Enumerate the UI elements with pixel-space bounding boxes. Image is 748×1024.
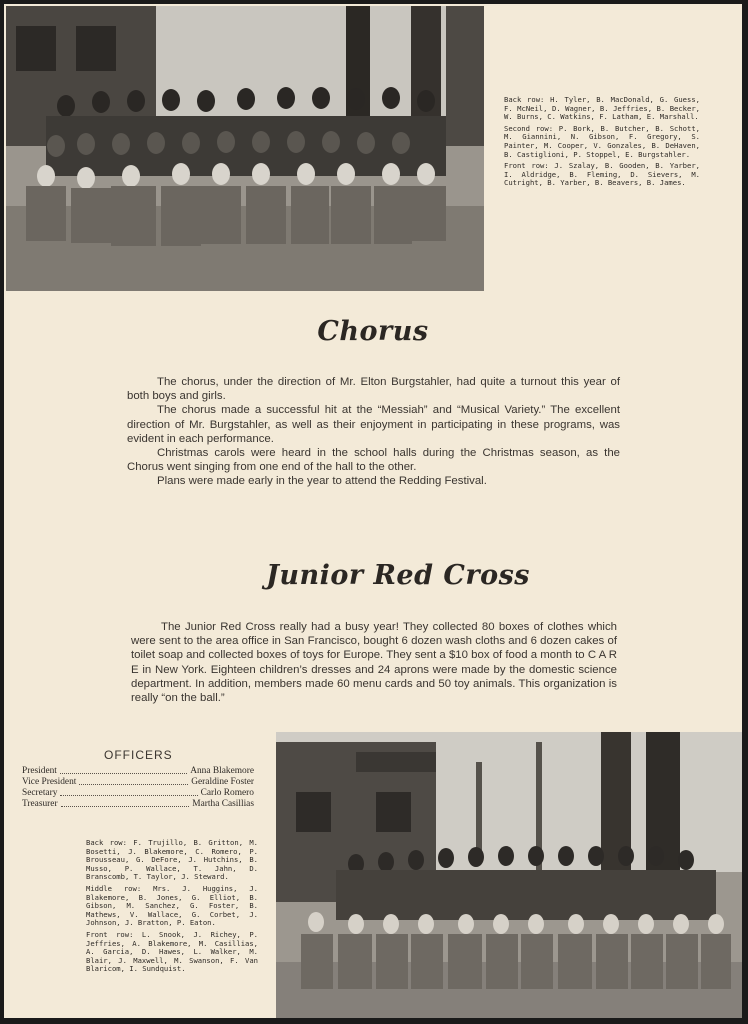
officer-name: Martha Casillias — [192, 799, 254, 809]
officer-role: President — [22, 766, 57, 776]
chorus-heading: Chorus — [317, 316, 429, 347]
yearbook-page — [4, 4, 742, 1018]
officer-role: Treasurer — [22, 799, 58, 809]
chorus-paragraph: Plans were made early in the year to attend the Redding Festival. — [157, 475, 487, 488]
jrc-paragraph: The Junior Red Cross really had a busy year! They collected 80 boxes of clothes which were sent to the area office in San Francisco, bought 6 dozen wash cloths and 6 dozen cakes of toilet soap and collected boxes of toys for Europe. They sent a $10 box of food a month to C A R E in New York. Eighteen children’s dresses and 24 aprons were made by the domestic science department. In addition, members made 60 menu cards and 50 toy animals. This organization is really “on the ball.” — [131, 621, 617, 705]
chorus-article — [127, 375, 620, 489]
chorus-photo-graphic — [6, 6, 484, 291]
chorus-paragraph: Christmas carols were heard in the school halls during the Christmas season, as the Chorus went singing from one end of the hall to the other. — [127, 447, 620, 474]
chorus-caption-front-row: Front row: J. Szalay, B. Gooden, B. Yarber, I. Aldridge, B. Fleming, D. Sievers, M. Cutright, B. Yarber, B. Beavers, B. James. — [504, 161, 700, 188]
officer-role: Vice President — [22, 777, 77, 787]
jrc-photo-caption — [86, 839, 258, 977]
chorus-caption-back-row: Back row: H. Tyler, B. MacDonald, G. Guess, F. McNeil, D. Wagner, B. Jeffries, B. Becker, W. Burns, C. Watkins, F. Latham, E. Marshall. — [504, 95, 700, 122]
junior-red-cross-heading: Junior Red Cross — [266, 560, 530, 591]
junior-red-cross-article — [131, 620, 617, 705]
jrc-caption-front-row: Front row: L. Snook, J. Richey, P. Jeffries, A. Blakemore, M. Casillias, A. Garcia, D. Hawes, L. Walker, M. Blair, J. Maxwell, M. Swanson, F. Van Blaricom, I. Sundquist. — [86, 929, 258, 974]
officer-row-vice-president — [22, 777, 254, 788]
chorus-photo-caption — [504, 96, 700, 191]
leader-dots — [60, 766, 187, 774]
officer-name: Geraldine Foster — [191, 777, 254, 787]
leader-dots — [60, 788, 197, 796]
officer-role: Secretary — [22, 788, 58, 798]
leader-dots — [79, 777, 188, 785]
officer-row-secretary — [22, 788, 254, 799]
jrc-caption-back-row: Back row: F. Trujillo, B. Gritton, M. Bosetti, J. Blakemore, C. Romero, P. Brousseau, G. DeFore, J. Hutchins, B. Musso, P. Wallace, T. Jahn, D. Branscomb, T. Taylor, J. Steward. — [86, 838, 258, 882]
jrc-photo-graphic — [276, 732, 742, 1018]
chorus-group-photo — [6, 6, 484, 291]
officers-list — [22, 748, 254, 810]
officers-title: OFFICERS — [104, 748, 173, 762]
jrc-caption-middle-row: Middle row: Mrs. J. Huggins, J. Blakemore, B. Jones, G. Elliot, B. Gibson, M. Sanchez, G. Foster, B. Mathews, V. Wallace, G. Corbet, J. Johnson, J. Bratton, P. Eaton. — [86, 883, 258, 928]
officer-name: Carlo Romero — [200, 788, 254, 798]
junior-red-cross-group-photo — [276, 732, 742, 1018]
chorus-paragraph: The chorus, under the direction of Mr. Elton Burgstahler, had quite a turnout this year of both boys and girls. — [127, 376, 620, 403]
officer-name: Anna Blakemore — [190, 766, 254, 776]
leader-dots — [61, 799, 190, 807]
chorus-caption-second-row: Second row: P. Bork, B. Butcher, B. Schott, M. Giannini, N. Gibson, F. Gregory, S. Painter, M. Cooper, V. Gonzales, B. DeHaven, B. Castiglioni, P. Stoppel, E. Burgstahler. — [504, 123, 700, 159]
officer-row-president — [22, 766, 254, 777]
officer-row-treasurer — [22, 799, 254, 810]
chorus-paragraph: The chorus made a successful hit at the “Messiah” and “Musical Variety.” The excellent direction of Mr. Burgstahler, as well as their enjoyment in participating in these programs, was evident in each performance. — [127, 404, 620, 445]
